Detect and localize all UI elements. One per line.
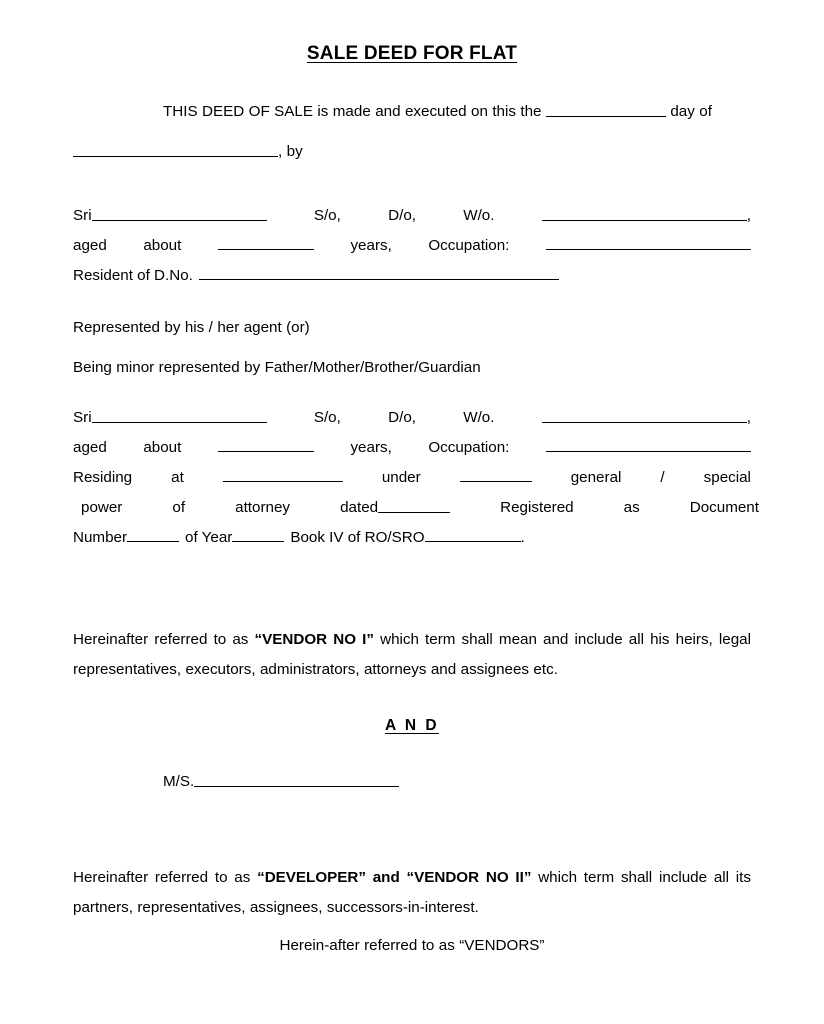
vendor-one-years-label: years, — [350, 237, 392, 254]
agent-special-label: special — [703, 469, 751, 486]
vendor-one-age-row — [73, 231, 751, 261]
agent-name-blank[interactable] — [92, 408, 267, 423]
opening-paragraph — [73, 97, 751, 127]
developer-ms-label: M/S. — [163, 773, 195, 790]
agent-residence-blank[interactable] — [223, 467, 343, 482]
agent-residing-label: Residing — [73, 469, 133, 486]
spacer — [73, 741, 751, 767]
agent-name-row — [73, 403, 751, 433]
agent-under-label: under — [381, 469, 421, 486]
agent-power-label: power — [81, 499, 123, 516]
agent-years-label: years, — [350, 439, 392, 456]
agent-sro-blank[interactable] — [425, 527, 521, 542]
opening-paragraph-line2 — [73, 137, 751, 167]
vendor-one-so-label: S/o, — [313, 207, 341, 224]
vendor-one-sri-group — [73, 201, 267, 231]
vendor-one-relation-group — [542, 201, 751, 231]
agent-age-blank[interactable] — [218, 437, 314, 452]
vendor-one-clause-suffix: which term shall mean and include all his heirs, legal representatives, executors, administrators, attorneys and assignees etc. — [73, 631, 751, 678]
agent-general-label: general — [570, 469, 622, 486]
agent-wo-label: W/o. — [463, 409, 495, 426]
agent-period: . — [520, 529, 525, 546]
vendor-one-name-blank[interactable] — [92, 206, 267, 221]
vendors-collective-line: Herein-after referred to as “VENDORS” — [279, 937, 545, 954]
spacer — [73, 553, 751, 599]
agent-comma: , — [746, 409, 751, 426]
developer-definition-clause — [73, 863, 751, 923]
spacer — [73, 67, 751, 97]
spacer — [73, 291, 751, 313]
agent-relation-blank[interactable] — [542, 408, 747, 423]
agent-poa-row — [73, 493, 759, 523]
opening-by-label: , by — [278, 143, 303, 160]
vendor-two-term: “VENDOR NO II” — [406, 869, 532, 886]
vendor-one-age-blank[interactable] — [218, 235, 314, 250]
agent-age-row — [73, 433, 751, 463]
agent-occupation-blank[interactable] — [546, 437, 751, 452]
day-blank[interactable] — [546, 102, 666, 117]
agent-year-blank[interactable] — [232, 527, 284, 542]
vendor-one-minor-line: Being minor represented by Father/Mother/Brother/Guardian — [73, 359, 481, 376]
agent-year-label: of Year — [185, 529, 233, 546]
spacer — [73, 343, 751, 353]
agent-of-label: of — [172, 499, 186, 516]
agent-sri-group — [73, 403, 267, 433]
agent-at-label: at — [171, 469, 184, 486]
vendor-one-aged-label: aged — [73, 237, 107, 254]
vendor-one-term: “VENDOR NO I” — [254, 631, 374, 648]
spacer — [73, 843, 751, 863]
agent-attorney-label: attorney — [235, 499, 291, 516]
agent-slash-label: / — [660, 469, 665, 486]
agent-do-label: D/o, — [388, 409, 416, 426]
developer-clause-prefix: Hereinafter referred to as — [73, 869, 258, 886]
vendor-one-resident-label: Resident of D.No. — [73, 267, 193, 284]
month-year-blank[interactable] — [73, 142, 278, 157]
spacer — [73, 127, 751, 137]
vendor-one-agent-line: Represented by his / her agent (or) — [73, 319, 310, 336]
agent-registered-label: Registered — [500, 499, 574, 516]
spacer — [73, 685, 751, 711]
agent-aged-label: aged — [73, 439, 107, 456]
page-title: SALE DEED FOR FLAT — [306, 43, 518, 64]
agent-book-label: Book IV of RO/SRO — [290, 529, 425, 546]
agent-about-label: about — [143, 439, 182, 456]
agent-number-label: Number — [73, 529, 128, 546]
spacer — [73, 797, 751, 843]
agent-dated-label: dated — [340, 499, 379, 516]
developer-clause-suffix: which term shall include all its partners, representatives, assignees, successors-in-interest. — [73, 869, 751, 916]
opening-day-label: day of — [670, 103, 712, 120]
vendor-one-door-number-blank[interactable] — [199, 265, 559, 280]
spacer — [73, 383, 751, 403]
vendor-one-name-row — [73, 201, 751, 231]
agent-document-label: Document — [689, 499, 759, 516]
spacer — [73, 923, 751, 931]
agent-dated-blank[interactable] — [378, 498, 450, 513]
spacer — [73, 599, 751, 625]
vendor-one-occupation-blank[interactable] — [546, 235, 751, 250]
vendor-one-clause-prefix: Hereinafter referred to as — [73, 631, 255, 648]
vendor-one-relation-blank[interactable] — [542, 206, 747, 221]
vendor-one-comma: , — [746, 207, 751, 224]
vendor-one-wo-label: W/o. — [463, 207, 495, 224]
agent-poa-type-blank[interactable] — [460, 467, 532, 482]
vendor-one-do-label: D/o, — [388, 207, 416, 224]
developer-name-blank[interactable] — [194, 772, 399, 787]
agent-document-number-blank[interactable] — [127, 527, 179, 542]
developer-clause-conjunction: and — [365, 869, 407, 886]
agent-sri-label: Sri — [73, 409, 92, 426]
agent-document-number-row — [73, 523, 751, 553]
agent-relation-group — [542, 403, 751, 433]
opening-lead-text: THIS DEED OF SALE is made and executed on this the — [163, 103, 542, 120]
vendor-one-sri-label: Sri — [73, 207, 92, 224]
vendor-one-about-label: about — [143, 237, 182, 254]
developer-term: “DEVELOPER” — [257, 869, 366, 886]
vendor-one-definition-clause — [73, 625, 751, 685]
agent-residing-row — [73, 463, 751, 493]
vendor-one-occupation-label: Occupation: — [428, 237, 510, 254]
and-separator: A N D — [384, 717, 440, 734]
spacer — [73, 167, 751, 201]
developer-name-line — [73, 767, 751, 797]
vendor-one-address-row — [73, 261, 751, 291]
agent-so-label: S/o, — [313, 409, 341, 426]
agent-occupation-label: Occupation: — [428, 439, 510, 456]
agent-as-label: as — [623, 499, 640, 516]
agent-dated-group — [340, 493, 450, 523]
